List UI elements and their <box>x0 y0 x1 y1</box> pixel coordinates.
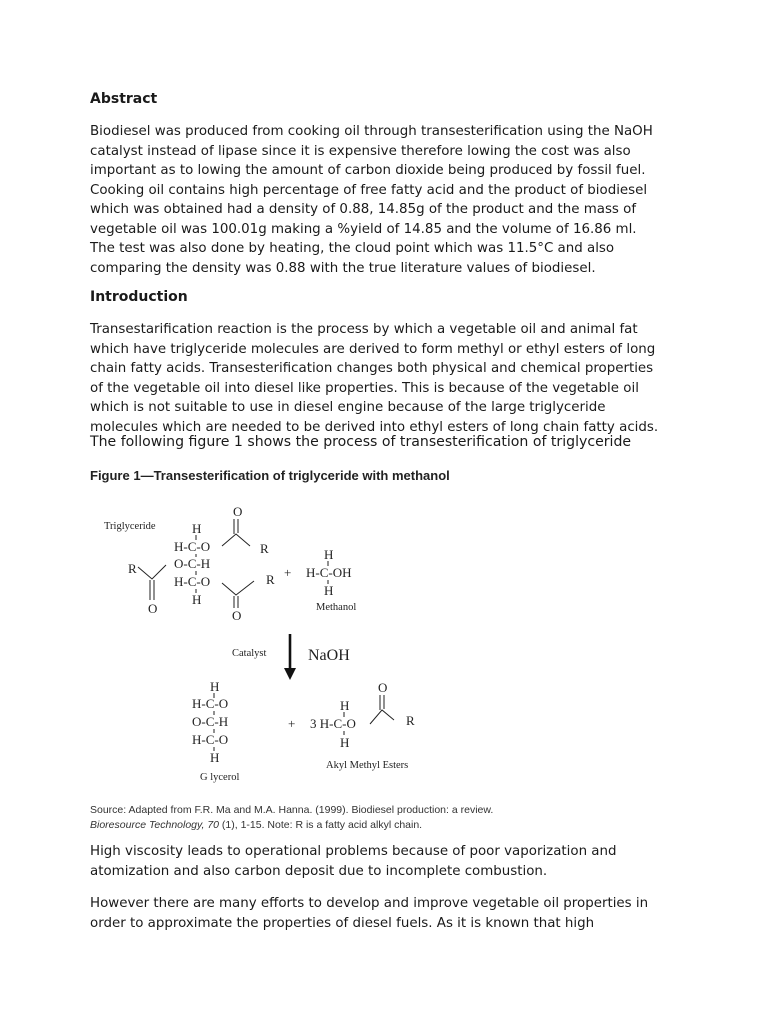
atom-r: R <box>128 561 137 576</box>
abstract-paragraph <box>90 122 690 278</box>
atom-h: H <box>192 592 202 607</box>
atom-group-hco: H-C-O <box>192 732 229 747</box>
atom-group-hco: H-C-O <box>174 539 211 554</box>
atom-o: O <box>232 608 242 623</box>
introduction-line: which have triglyceride molecules are derived to form methyl or ethyl esters of long <box>90 341 656 357</box>
figure-1 <box>88 462 688 842</box>
atom-group-och: O-C-H <box>174 556 211 571</box>
plus-sign: + <box>288 716 296 731</box>
atom-h: H <box>210 750 220 765</box>
body-line: atomization and also carbon deposit due to incomplete combustion. <box>90 863 548 879</box>
introduction-line: of the vegetable oil into diesel like properties. This is because of the vegetable oil <box>90 380 639 396</box>
atom-h: H <box>210 679 220 694</box>
figure-source-citation <box>90 819 422 831</box>
ester-bond-top <box>222 534 250 546</box>
body-line: High viscosity leads to operational problems because of poor vaporization and <box>90 844 617 859</box>
atom-h: H <box>324 583 334 598</box>
atom-group-three-hco: 3 H-C-O <box>310 716 356 731</box>
atom-group-hco: H-C-O <box>192 696 229 711</box>
esters-label: Akyl Methyl Esters <box>326 760 409 771</box>
glycerol-structure <box>192 679 228 765</box>
atom-r: R <box>260 541 269 556</box>
ester-bond-bottom <box>222 581 254 595</box>
reaction-diagram <box>88 462 688 842</box>
atom-r: R <box>266 572 275 587</box>
abstract-line: important as to lowing the amount of carbon dioxide being produced by fossil fuel. <box>90 163 646 178</box>
introduction-line: molecules which are needed to be derived into ethyl esters of long chain fatty acids. <box>90 419 659 435</box>
abstract-line: Cooking oil contains high percentage of free fatty acid and the product of biodiesel <box>90 182 648 198</box>
atom-h: H <box>192 521 202 536</box>
atom-o: O <box>378 680 388 695</box>
atom-h: H <box>340 698 350 713</box>
atom-h: H <box>324 547 334 562</box>
ester-structure <box>288 680 415 750</box>
body-line: However there are many efforts to develop and improve vegetable oil properties in <box>90 896 649 911</box>
viscosity-paragraph <box>90 842 690 881</box>
methanol-structure <box>284 547 352 598</box>
atom-o: O <box>233 504 243 519</box>
figure-intro-line: The following figure 1 shows the process of transesterification of triglyceride <box>90 434 632 450</box>
triglyceride-label: Triglyceride <box>104 521 156 532</box>
atom-h: H <box>340 735 350 750</box>
introduction-heading: Introduction <box>90 289 188 305</box>
reaction-arrow <box>284 634 296 680</box>
arrow-head <box>284 668 296 680</box>
plus-sign: + <box>284 565 292 580</box>
ester-bond <box>370 710 394 724</box>
atom-group-och: O-C-H <box>192 714 229 729</box>
atom-group-hcoh: H-C-OH <box>306 565 352 580</box>
abstract-line: vegetable oil was 100.01g making a %yield of 14.85 and the volume of 16.86 ml. <box>90 221 637 237</box>
introduction-line: chain fatty acids. Transesterification changes both physical and chemical properties <box>90 361 654 376</box>
catalyst-label: Catalyst <box>232 648 267 659</box>
abstract-line: The test was also done by heating, the cloud point which was 11.5°C and also <box>90 241 615 256</box>
figure-title: Figure 1—Transesterification of triglyceride with methanol <box>90 468 450 483</box>
abstract-line: catalyst instead of lipase since it is expensive therefore lowing the cost was also <box>90 143 631 159</box>
introduction-line: Transestarification reaction is the process by which a vegetable oil and animal fat <box>90 322 638 337</box>
abstract-line: Biodiesel was produced from cooking oil through transesterification using the NaOH <box>90 124 653 139</box>
abstract-line: which was obtained had a density of 0.88, 14.85g of the product and the mass of <box>90 202 637 217</box>
atom-r: R <box>406 713 415 728</box>
body-line: order to approximate the properties of diesel fuels. As it is known that high <box>90 915 595 931</box>
abstract-heading: Abstract <box>90 91 158 107</box>
improvement-paragraph <box>90 894 690 933</box>
naoh-label: NaOH <box>308 647 350 664</box>
glycerol-label: G lycerol <box>200 772 240 783</box>
source-details: (1), 1-15. Note: R is a fatty acid alkyl chain. <box>219 819 423 831</box>
abstract-line: comparing the density was 0.88 with the true literature values of biodiesel. <box>90 260 596 276</box>
methanol-label: Methanol <box>316 602 357 613</box>
introduction-paragraph <box>90 320 690 437</box>
ester-bond-left <box>138 565 166 579</box>
source-journal: Bioresource Technology, 70 <box>90 819 219 831</box>
figure-source-line: Source: Adapted from F.R. Ma and M.A. Hanna. (1999). Biodiesel production: a review. <box>90 804 494 816</box>
introduction-line: which is not suitable to use in diesel engine because of the large triglyceride <box>90 400 606 415</box>
atom-group-hco: H-C-O <box>174 574 211 589</box>
atom-o: O <box>148 601 158 616</box>
